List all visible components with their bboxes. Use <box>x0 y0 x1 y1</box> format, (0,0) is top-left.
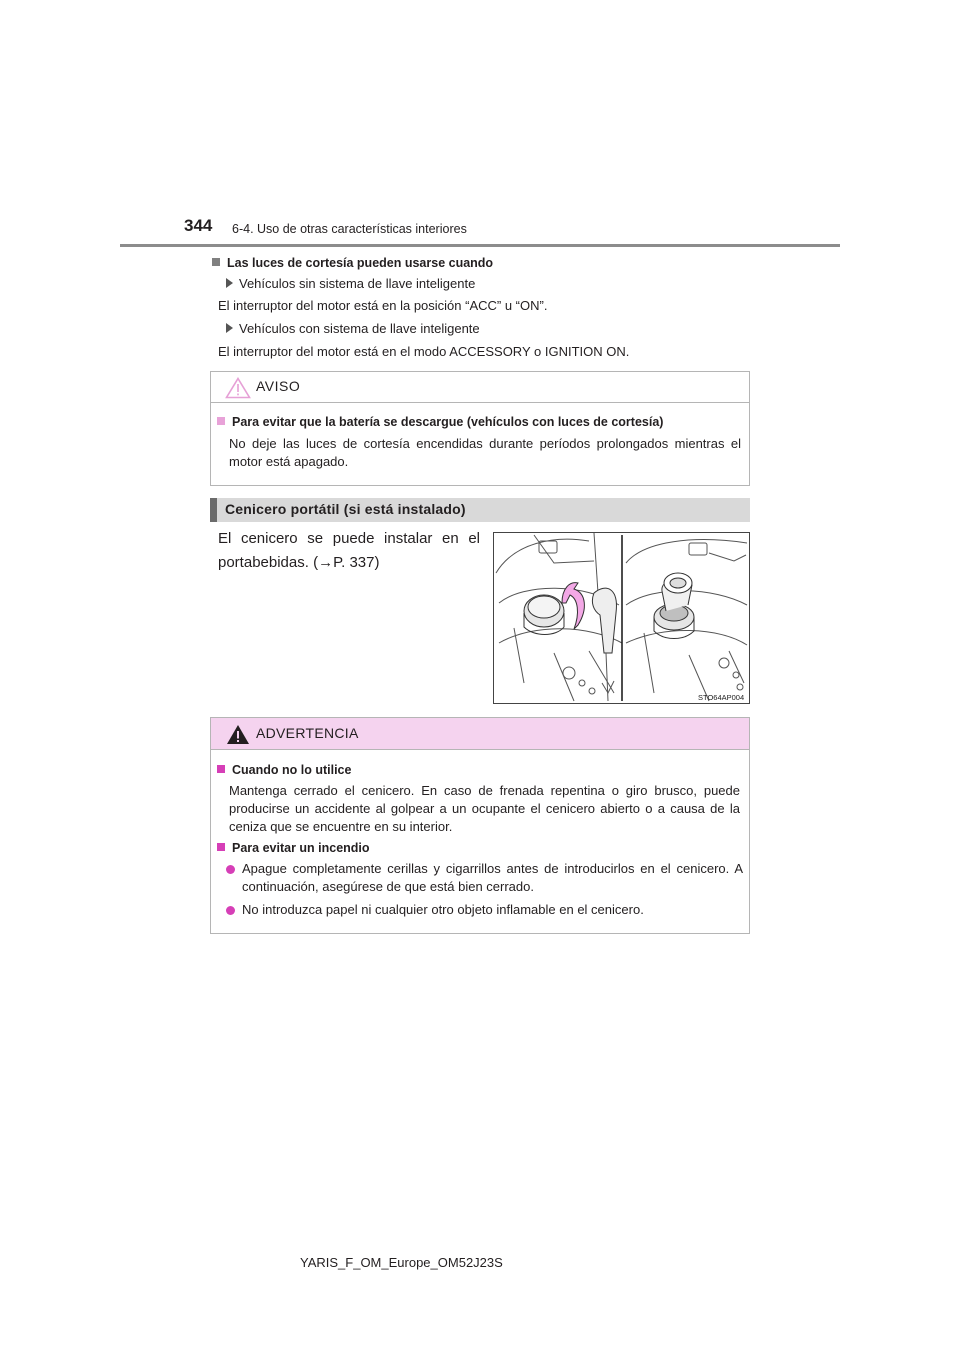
advertencia-item2-title <box>217 841 370 855</box>
section-title: 6-4. Uso de otras características interiores <box>232 222 467 236</box>
aviso-line1: No deje las luces de cortesía encendidas durante períodos prolongados mientras el <box>229 436 741 451</box>
warning-triangle-icon <box>226 724 250 745</box>
square-bullet-icon <box>217 417 225 425</box>
triangle-right-icon <box>226 323 233 333</box>
square-bullet-icon <box>212 258 220 266</box>
courtesy-item2-label-text: Vehículos con sistema de llave inteligente <box>239 321 480 336</box>
document-code: YARIS_F_OM_Europe_OM52J23S <box>300 1255 503 1270</box>
advertencia-box <box>210 717 750 934</box>
caution-triangle-icon <box>225 377 251 399</box>
advertencia-item1-line1: Mantenga cerrado el cenicero. En caso de frenada repentina o giro brusco, puede <box>229 783 740 798</box>
square-bullet-icon <box>217 843 225 851</box>
courtesy-heading-text: Las luces de cortesía pueden usarse cuando <box>227 256 494 270</box>
ashtray-illustration <box>493 532 750 704</box>
round-bullet-icon <box>226 906 235 915</box>
ashtray-drawing <box>494 533 749 703</box>
square-bullet-icon <box>217 765 225 773</box>
round-bullet-icon <box>226 865 235 874</box>
aviso-title-text: Para evitar que la batería se descargue (vehículos con luces de cortesía) <box>232 415 664 429</box>
advertencia-label: ADVERTENCIA <box>256 725 359 741</box>
advertencia-item2-title-text: Para evitar un incendio <box>232 841 370 855</box>
aviso-line2: motor está apagado. <box>229 454 349 469</box>
courtesy-heading <box>212 254 493 272</box>
aviso-label: AVISO <box>256 378 301 394</box>
advertencia-item1-line3: ceniza que se encuentre en su interior. <box>229 819 453 834</box>
figure-code-label: STO64AP004 <box>698 693 745 702</box>
advertencia-header <box>211 718 749 750</box>
courtesy-item2-label <box>226 320 480 338</box>
courtesy-item1-label-text: Vehículos sin sistema de llave inteligente <box>239 276 476 291</box>
aviso-header <box>211 372 749 403</box>
ashtray-intro-line2: portabebidas. (→P. 337) <box>218 554 380 571</box>
advertencia-item1-title-text: Cuando no lo utilice <box>232 763 352 777</box>
aviso-title <box>217 415 663 429</box>
section-header <box>210 498 750 522</box>
triangle-right-icon <box>226 278 233 288</box>
advertencia-bullet1-line1: Apague completamente cerillas y cigarrillos antes de introducirlos en el cenicero. A <box>242 861 743 876</box>
advertencia-item1-line2: producirse un accidente al golpear a un ocupante el cenicero abierto o a causa de la <box>229 801 740 816</box>
advertencia-item1-title <box>217 763 351 777</box>
advertencia-bullet2: No introduzca papel ni cualquier otro objeto inflamable en el cenicero. <box>242 902 644 917</box>
courtesy-item2-text: El interruptor del motor está en el modo ACCESSORY o IGNITION ON. <box>218 344 630 359</box>
section-header-title: Cenicero portátil (si está instalado) <box>225 501 466 517</box>
aviso-box <box>210 371 750 486</box>
page-number: 344 <box>184 216 213 235</box>
ashtray-intro <box>218 527 480 575</box>
section-accent-bar <box>210 498 217 522</box>
courtesy-item1-text: El interruptor del motor está en la posición “ACC” u “ON”. <box>218 298 548 313</box>
advertencia-bullet1-line2: continuación, asegúrese de que está bien cerrado. <box>242 879 534 894</box>
header-rule <box>120 244 840 247</box>
ashtray-intro-line1: El cenicero se puede instalar en el <box>218 530 480 547</box>
courtesy-item1-label <box>226 275 475 293</box>
